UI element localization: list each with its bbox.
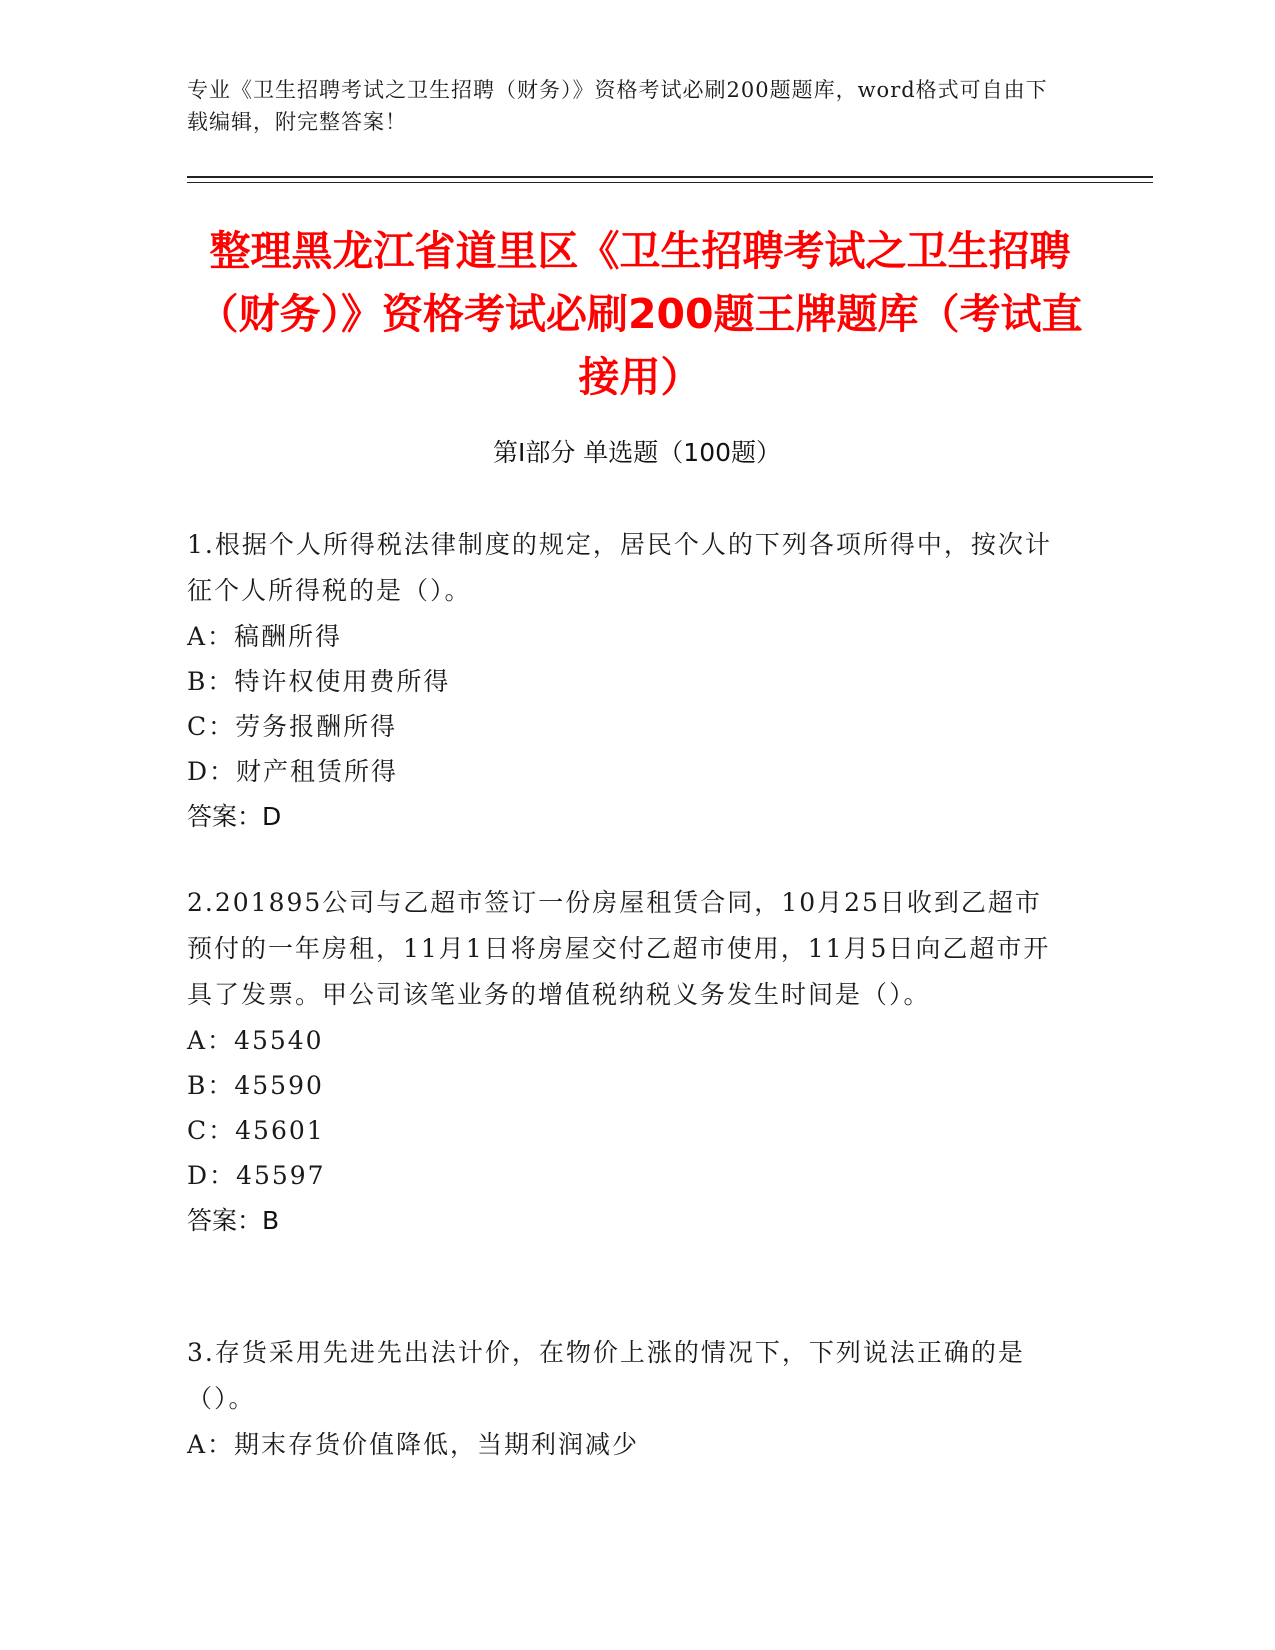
option-c: C：45601 [187,1116,325,1145]
question-3 [187,1330,1067,1467]
header-note: 专业《卫生招聘考试之卫生招聘（财务）》资格考试必刷200题题库，word格式可自由下载编辑，附完整答案！ [187,78,1048,134]
document-title: 整理黑龙江省道里区《卫生招聘考试之卫生招聘（财务）》资格考试必刷200题王牌题库（考试直接用） [197,227,1083,401]
option-a: A：期末存货价值降低，当期利润减少 [187,1430,640,1459]
question-stem: 1.根据个人所得税法律制度的规定，居民个人的下列各项所得中，按次计征个人所得税的是（）。 [187,530,1052,605]
question-2 [187,880,1067,1244]
option-b: B：特许权使用费所得 [187,667,451,696]
option-b: B：45590 [187,1071,324,1100]
option-d: D：45597 [187,1161,326,1190]
section-title: 第Ⅰ部分 单选题（100题） [492,438,782,467]
option-a: A：稿酬所得 [187,622,343,651]
option-a: A：45540 [187,1026,324,1055]
question-stem: 2.201895公司与乙超市签订一份房屋租赁合同，10月25日收到乙超市预付的一年房租，11月1日将房屋交付乙超市使用，11月5日向乙超市开具了发票。甲公司该笔业务的增值税纳税义务发生时间是（）。 [187,888,1051,1009]
answer: 答案：B [187,1206,280,1235]
option-c: C：劳务报酬所得 [187,712,398,741]
question-1 [187,522,1067,840]
option-d: D：财产租赁所得 [187,757,399,786]
answer: 答案：D [187,802,282,831]
header-divider-thick [187,176,1153,178]
header-divider-thin [187,182,1153,183]
question-stem: 3.存货采用先进先出法计价，在物价上涨的情况下，下列说法正确的是（）。 [187,1338,1025,1413]
